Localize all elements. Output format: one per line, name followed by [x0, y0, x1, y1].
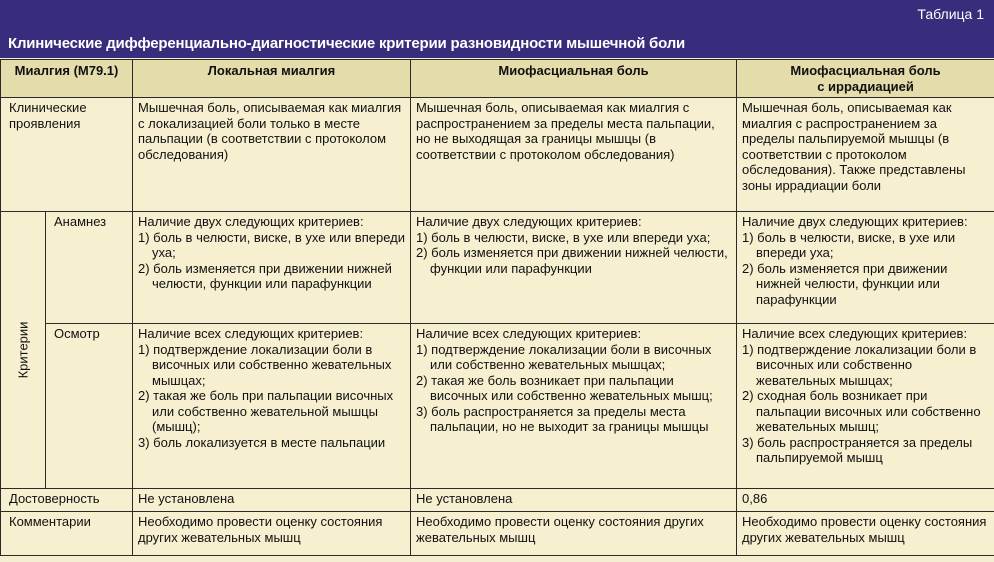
row-label-clinical [1, 98, 133, 212]
row-label-clinical-line1: Клинические [9, 100, 87, 115]
list-item: 2) такая же боль при пальпации височных или собственно жевательной мышцы (мышц); [138, 388, 394, 434]
list-item: 1) боль в челюсти, виске, в ухе или впереди уха; [742, 229, 956, 260]
header-local-myalgia: Локальная миалгия [133, 60, 411, 98]
table-row-clinical [1, 98, 994, 212]
row-label-reliability: Достоверность [1, 489, 133, 512]
cell-anamnesis-local-intro: Наличие двух следующих критериев: [138, 214, 364, 229]
header-myofascial-referral-line2: с иррадиацией [817, 78, 914, 94]
table-row-anamnesis [1, 212, 994, 324]
cell-clinical-local: Мышечная боль, описываемая как миалгия с локализацией боли только в месте пальпации (в соответствии с протоколом обследования) [133, 98, 411, 212]
list-item: 2) боль изменяется при движении нижней челюсти, функции или парафункции [742, 260, 948, 307]
cell-anamnesis-referral [737, 212, 994, 324]
cell-clinical-myofascial: Мышечная боль, описываемая как миалгия с распространением за пределы места пальпации, но не выходящая за границы мышцы (в соответствии с протоколом обследования) [411, 98, 737, 212]
row-label-clinical-line2: проявления [9, 115, 81, 131]
cell-clinical-referral: Мышечная боль, описываемая как миалгия с распространением за пределы пальпируемой мышцы (в соответствии с протоколом обследования). Также представлены зоны иррадиации боли [737, 98, 994, 212]
list-item: 3) боль распространяется за пределы места пальпации, но не выходит за границы мышцы [416, 403, 709, 434]
header-myalgia: Миалгия (M79.1) [1, 60, 133, 98]
cell-anamnesis-myofascial-intro: Наличие двух следующих критериев: [416, 214, 642, 229]
list-item: 2) сходная боль возникает при пальпации височных или собственно жевательных мышц; [742, 388, 981, 434]
header-myofascial-referral-line1: Миофасциальная боль [790, 63, 941, 78]
cell-comments-local: Необходимо провести оценку состояния других жевательных мышц [133, 512, 411, 556]
cell-reliability-referral: 0,86 [737, 489, 994, 512]
table-row-reliability [1, 489, 994, 512]
criteria-label: Критерии [15, 321, 31, 379]
row-label-exam: Осмотр [46, 324, 133, 489]
cell-anamnesis-myofascial [411, 212, 737, 324]
row-label-comments: Комментарии [1, 512, 133, 556]
cell-reliability-myofascial: Не установлена [411, 489, 737, 512]
criteria-label-cell [1, 212, 46, 489]
cell-exam-local-intro: Наличие всех следующих критериев: [138, 326, 364, 341]
header-myofascial-pain: Миофасциальная боль [411, 60, 737, 98]
list-item: 3) боль распространяется за пределы пальпируемой мышц [742, 434, 973, 465]
list-item: 2) боль изменяется при движении нижней челюсти, функции или парафункции [138, 260, 392, 291]
criteria-table [0, 59, 994, 556]
table-row-exam [1, 324, 994, 489]
cell-comments-myofascial: Необходимо провести оценку состояния других жевательных мышц [411, 512, 737, 556]
list-item: 1) подтверждение локализации боли в височных или собственно жевательных мышцах; [742, 341, 977, 388]
list-item: 3) боль локализуется в месте пальпации [138, 434, 386, 450]
header-row [1, 60, 994, 98]
cell-anamnesis-referral-intro: Наличие двух следующих критериев: [742, 214, 968, 229]
cell-exam-myofascial [411, 324, 737, 489]
row-label-anamnesis: Анамнез [46, 212, 133, 324]
list-item: 2) такая же боль возникает при пальпации височных или собственно жевательных мышц; [416, 372, 713, 403]
title-bar [0, 0, 994, 58]
cell-anamnesis-local [133, 212, 411, 324]
cell-exam-referral [737, 324, 994, 489]
header-myofascial-referral [737, 60, 994, 98]
list-item: 2) боль изменяется при движении нижней челюсти, функции или парафункции [416, 245, 728, 276]
cell-comments-referral: Необходимо провести оценку состояния других жевательных мышц [737, 512, 994, 556]
table-title: Клинические дифференциально-диагностические критерии разновидности мышечной боли [8, 35, 686, 52]
list-item: 1) подтверждение локализации боли в височных или собственно жевательных мышцах; [138, 341, 392, 388]
list-item: 1) подтверждение локализации боли в височных или собственно жевательных мышцах; [416, 341, 712, 372]
cell-exam-local [133, 324, 411, 489]
list-item: 1) боль в челюсти, виске, в ухе или впереди уха; [138, 229, 405, 260]
table-number: Таблица 1 [917, 6, 984, 22]
cell-exam-myofascial-intro: Наличие всех следующих критериев: [416, 326, 642, 341]
cell-reliability-local: Не установлена [133, 489, 411, 512]
list-item: 1) боль в челюсти, виске, в ухе или впереди уха; [416, 229, 711, 245]
cell-exam-referral-intro: Наличие всех следующих критериев: [742, 326, 968, 341]
table-row-comments [1, 512, 994, 556]
